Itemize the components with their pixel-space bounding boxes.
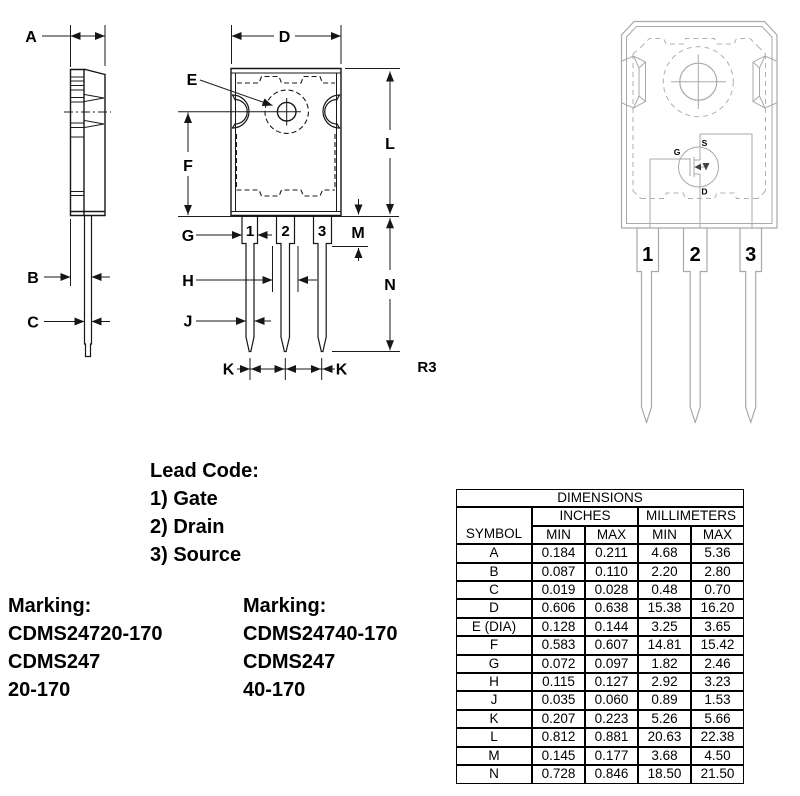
table-cell: M xyxy=(456,747,532,765)
front-view-drawing xyxy=(178,25,437,380)
table-cell: A xyxy=(456,544,532,562)
marking-line: 40-170 xyxy=(243,679,306,701)
lead-code-title: Lead Code: xyxy=(150,460,259,482)
marking-line: CDMS247 xyxy=(8,651,101,673)
dim-label-a: A xyxy=(25,29,37,46)
table-cell: 0.019 xyxy=(532,581,585,599)
table-cell: 0.184 xyxy=(532,544,585,562)
table-cell: 0.607 xyxy=(585,636,638,654)
dim-label-h: H xyxy=(182,273,194,290)
marking-line: CDMS24720-170 xyxy=(8,623,163,645)
table-cell: 2.80 xyxy=(691,563,744,581)
marking-title: Marking: xyxy=(8,595,92,617)
table-cell: 3.23 xyxy=(691,673,744,691)
drain-label: D xyxy=(701,186,708,197)
table-cell: 0.035 xyxy=(532,691,585,709)
marking-block-2 xyxy=(243,592,398,704)
table-row xyxy=(456,563,744,581)
millimeters-header: MILLIMETERS xyxy=(638,507,744,525)
table-cell: 3.68 xyxy=(638,747,691,765)
table-row xyxy=(456,673,744,691)
table-cell: G xyxy=(456,655,532,673)
table-cell: C xyxy=(456,581,532,599)
table-cell: 15.42 xyxy=(691,636,744,654)
table-cell: 1.53 xyxy=(691,691,744,709)
side-lead xyxy=(85,216,92,357)
symbol-header: SYMBOL xyxy=(456,507,532,544)
marking-line: CDMS24740-170 xyxy=(243,623,398,645)
table-cell: 0.638 xyxy=(585,599,638,617)
dim-label-k-right: K xyxy=(335,361,348,379)
table-row xyxy=(456,581,744,599)
lead-code-block xyxy=(150,457,259,569)
table-cell: L xyxy=(456,728,532,746)
table-row xyxy=(456,618,744,636)
table-cell: J xyxy=(456,691,532,709)
dim-label-l: L xyxy=(385,136,395,153)
table-cell: 0.060 xyxy=(585,691,638,709)
table-cell: 0.89 xyxy=(638,691,691,709)
table-row xyxy=(456,765,744,783)
col-header: MIN xyxy=(638,526,691,544)
table-cell: 0.127 xyxy=(585,673,638,691)
dim-label-e: E xyxy=(186,72,198,89)
lead-code-item: 1) Gate xyxy=(150,488,218,510)
table-cell: 0.097 xyxy=(585,655,638,673)
back-body-outline xyxy=(622,22,778,229)
col-header: MIN xyxy=(532,526,585,544)
table-cell: D xyxy=(456,599,532,617)
table-cell: E (DIA) xyxy=(456,618,532,636)
table-cell: 0.881 xyxy=(585,728,638,746)
dim-label-j: J xyxy=(183,313,193,331)
table-row xyxy=(456,544,744,562)
table-unit-header-row xyxy=(456,507,744,525)
table-cell: 0.177 xyxy=(585,747,638,765)
lead-code-item: 2) Drain xyxy=(150,516,225,538)
table-cell: 0.606 xyxy=(532,599,585,617)
back-pin2-number: 2 xyxy=(689,244,701,266)
dimensions-table xyxy=(456,489,744,784)
source-label: S xyxy=(701,138,708,148)
table-cell: 0.115 xyxy=(532,673,585,691)
front-top-dashed-contour xyxy=(237,77,335,84)
table-cell: N xyxy=(456,765,532,783)
side-view-drawing xyxy=(25,25,111,357)
table-cell: 5.36 xyxy=(691,544,744,562)
front-pin3-number: 3 xyxy=(317,223,327,240)
col-header: MAX xyxy=(691,526,744,544)
dim-label-r3: R3 xyxy=(417,359,437,376)
marking-block-1 xyxy=(8,592,163,704)
table-cell: K xyxy=(456,710,532,728)
table-row xyxy=(456,710,744,728)
table-cell: H xyxy=(456,673,532,691)
dim-label-c: C xyxy=(27,314,39,332)
table-cell: 0.087 xyxy=(532,563,585,581)
front-pin1-number: 1 xyxy=(245,223,255,240)
dim-label-g: G xyxy=(181,228,195,245)
table-cell: 1.82 xyxy=(638,655,691,673)
table-cell: 0.110 xyxy=(585,563,638,581)
table-cell: 2.92 xyxy=(638,673,691,691)
table-cell: 3.65 xyxy=(691,618,744,636)
mosfet-arrow-icon xyxy=(695,164,702,171)
table-cell: 0.207 xyxy=(532,710,585,728)
table-cell: 16.20 xyxy=(691,599,744,617)
table-cell: 0.812 xyxy=(532,728,585,746)
right-notch xyxy=(323,95,340,128)
table-cell: 0.48 xyxy=(638,581,691,599)
dim-label-d: D xyxy=(278,29,291,46)
table-cell: 5.26 xyxy=(638,710,691,728)
side-notch-lines xyxy=(85,95,105,128)
table-cell: F xyxy=(456,636,532,654)
table-cell: 3.25 xyxy=(638,618,691,636)
table-cell: 4.50 xyxy=(691,747,744,765)
table-cell: 0.846 xyxy=(585,765,638,783)
dim-label-n: N xyxy=(384,277,396,294)
dim-label-f: F xyxy=(183,158,193,175)
table-row xyxy=(456,747,744,765)
table-cell: 2.20 xyxy=(638,563,691,581)
dim-label-k-left: K xyxy=(222,361,235,379)
table-cell: 0.145 xyxy=(532,747,585,765)
gate-label: G xyxy=(673,147,681,157)
table-cell: 4.68 xyxy=(638,544,691,562)
table-cell: 0.583 xyxy=(532,636,585,654)
marking-title: Marking: xyxy=(243,595,327,617)
lead-code-item: 3) Source xyxy=(150,544,242,566)
table-cell: 22.38 xyxy=(691,728,744,746)
front-pin2-number: 2 xyxy=(281,223,290,240)
table-title: DIMENSIONS xyxy=(456,489,744,507)
table-cell: 0.211 xyxy=(585,544,638,562)
marking-line: CDMS247 xyxy=(243,651,336,673)
table-cell: 5.66 xyxy=(691,710,744,728)
back-view-drawing xyxy=(622,22,778,423)
table-cell: 18.50 xyxy=(638,765,691,783)
back-right-notch xyxy=(753,56,777,108)
dim-label-m: M xyxy=(351,225,365,242)
dim-label-b: B xyxy=(27,270,39,287)
table-row xyxy=(456,636,744,654)
table-row xyxy=(456,691,744,709)
table-cell: 2.46 xyxy=(691,655,744,673)
table-cell: B xyxy=(456,563,532,581)
mosfet-symbol xyxy=(650,134,752,228)
back-pin1-number: 1 xyxy=(642,244,654,266)
table-row xyxy=(456,655,744,673)
table-cell: 21.50 xyxy=(691,765,744,783)
table-cell: 0.128 xyxy=(532,618,585,636)
table-cell: 0.223 xyxy=(585,710,638,728)
table-cell: 0.728 xyxy=(532,765,585,783)
table-cell: 0.70 xyxy=(691,581,744,599)
col-header: MAX xyxy=(585,526,638,544)
table-row xyxy=(456,728,744,746)
table-cell: 0.144 xyxy=(585,618,638,636)
side-body-outline xyxy=(71,70,106,216)
inches-header: INCHES xyxy=(532,507,638,525)
table-row xyxy=(456,599,744,617)
table-title-row xyxy=(456,489,744,507)
pad-dashed-outline xyxy=(237,134,336,196)
back-pin3-number: 3 xyxy=(745,244,757,266)
back-left-notch xyxy=(622,56,646,108)
table-cell: 14.81 xyxy=(638,636,691,654)
table-cell: 15.38 xyxy=(638,599,691,617)
table-cell: 20.63 xyxy=(638,728,691,746)
marking-line: 20-170 xyxy=(8,679,71,701)
side-fin-lines xyxy=(71,77,85,196)
table-cell: 0.072 xyxy=(532,655,585,673)
table-cell: 0.028 xyxy=(585,581,638,599)
